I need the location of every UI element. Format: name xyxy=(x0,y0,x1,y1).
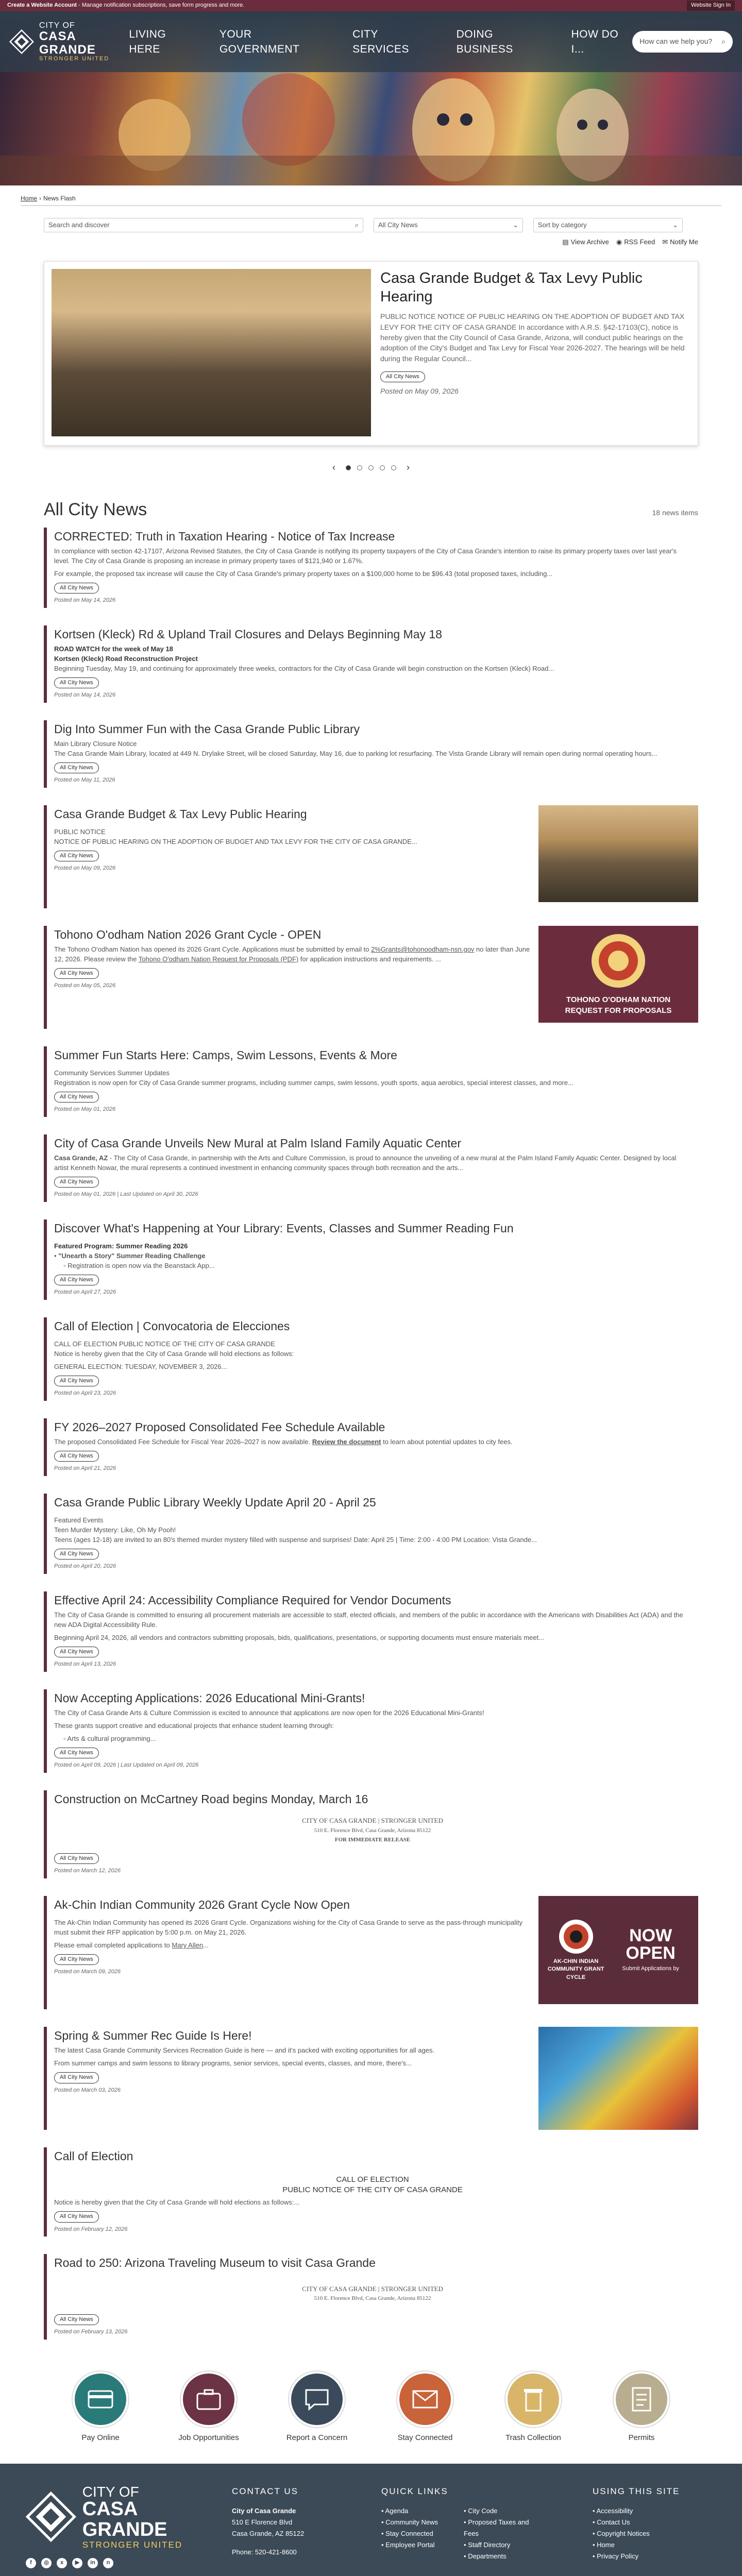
posted-date: Posted on February 13, 2026 xyxy=(54,2329,128,2335)
category-badge[interactable]: All City News xyxy=(54,1376,99,1386)
news-summary: The Tohono O'odham Nation has opened its 2026 Grant Cycle. Applications must be submitted by email to 2%Grants@tohonoodham-nsn.gov no later than June 12, 2026. Please review the Tohono O'odham Nation Request for Proposals (PDF) for application instructions and requirements. ... xyxy=(54,945,530,963)
news-item xyxy=(44,926,698,1029)
email-link[interactable]: 2%Grants@tohonoodham-nsn.gov xyxy=(371,945,475,954)
notify-me-link[interactable]: ✉ Notify Me xyxy=(662,238,698,247)
news-item xyxy=(44,720,698,788)
posted-date: Posted on May 11, 2026 xyxy=(54,777,115,784)
footer-heading: USING THIS SITE xyxy=(593,2486,680,2496)
news-summary: Notice is hereby given that the City of Casa Grande will hold elections as follows: xyxy=(54,1350,294,1358)
sign-in-link[interactable]: Website Sign In xyxy=(687,1,735,10)
quick-link-jobs[interactable]: Job Opportunities xyxy=(173,2371,245,2443)
news-summary: From summer camps and swim lessons to library programs, senior services, special events, classes, and more, there's... xyxy=(54,2059,412,2067)
featured-news-card[interactable] xyxy=(44,261,698,446)
nav-your-government[interactable]: YOUR GOVERNMENT xyxy=(219,28,300,55)
sign-in-area xyxy=(687,1,735,10)
news-list-bullet: • "Unearth a Story" Summer Reading Challenge xyxy=(54,1252,206,1260)
news-item xyxy=(44,1591,698,1672)
nav-city-services[interactable]: CITY SERVICES xyxy=(352,28,409,55)
posted-date: Posted on March 03, 2026 xyxy=(54,2087,121,2093)
news-subheading: Main Library Closure Notice xyxy=(54,740,137,748)
news-subheading: CALL OF ELECTION PUBLIC NOTICE OF THE CITY OF CASA GRANDE xyxy=(54,1340,275,1348)
search-icon[interactable]: ⌕ xyxy=(355,221,359,229)
category-badge[interactable]: All City News xyxy=(54,1177,99,1188)
alert-message[interactable]: Create a Website Account - Manage notification subscriptions, save form progress and more. xyxy=(7,2,245,9)
posted-date: Posted on April 27, 2026 xyxy=(54,1289,116,1296)
category-badge[interactable]: All City News xyxy=(54,762,99,773)
chevron-down-icon: ⌄ xyxy=(672,221,678,229)
tribal-seal-icon xyxy=(590,933,647,989)
news-summary: Beginning April 24, 2026, all vendors and contractors submitting proposals, bids, qualifications, presentations, or supporting documents must ensure materials meet... xyxy=(54,1633,544,1641)
news-item xyxy=(44,1494,698,1574)
posted-date: Posted on February 12, 2026 xyxy=(54,2226,128,2232)
news-thumbnail-image[interactable] xyxy=(538,926,698,1023)
thumbnail-caption: TOHONO O'ODHAM NATION REQUEST FOR PROPOSALS xyxy=(565,995,672,1015)
briefcase-icon xyxy=(181,2371,237,2427)
nav-living-here[interactable]: LIVING HERE xyxy=(129,28,166,55)
news-thumbnail-image[interactable] xyxy=(538,805,698,902)
chevron-down-icon: ⌄ xyxy=(513,221,518,229)
email-link[interactable]: Mary Allen xyxy=(172,1941,204,1950)
view-archive-link[interactable]: ▤ View Archive xyxy=(562,238,609,247)
press-header: CITY OF CASA GRANDE | STRONGER UNITED xyxy=(302,1817,443,1825)
news-search-placeholder: Search and discover xyxy=(48,221,110,229)
linkedin-icon[interactable]: in xyxy=(88,2558,98,2568)
news-item xyxy=(44,528,698,608)
main-nav xyxy=(129,27,632,57)
quick-link-permits[interactable]: Permits xyxy=(605,2371,678,2443)
news-title[interactable]: FY 2026–2027 Proposed Consolidated Fee Schedule Available xyxy=(54,1420,385,1434)
carousel-dot[interactable] xyxy=(380,465,385,470)
footer-logo-line2: CASA GRANDE xyxy=(82,2498,167,2541)
sort-select[interactable] xyxy=(533,218,683,232)
x-icon[interactable]: x xyxy=(57,2558,67,2568)
news-summary: Beginning Tuesday, May 19, and continuing for approximately three weeks, contractors for the City of Casa Grande will begin construction on the Kortsen (Kleck) Road... xyxy=(54,664,554,672)
chevron-right-icon[interactable]: › xyxy=(407,462,410,472)
category-badge[interactable]: All City News xyxy=(54,677,99,688)
site-search-placeholder: How can we help you? xyxy=(639,37,713,46)
news-count: 18 news items xyxy=(652,509,698,517)
archive-icon: ▤ xyxy=(562,238,569,246)
footer-logo[interactable] xyxy=(26,2484,211,2568)
carousel-dot[interactable] xyxy=(346,465,351,470)
footer-quick-links xyxy=(381,2484,572,2568)
news-item xyxy=(44,1046,698,1117)
logo-line2: CASA GRANDE xyxy=(39,29,96,57)
footer-phone[interactable]: Phone: 520-421-8600 xyxy=(232,2548,297,2556)
posted-date: Posted on May 01, 2026 xyxy=(54,1106,116,1113)
news-item xyxy=(44,805,698,908)
posted-date: Posted on March 09, 2026 xyxy=(54,1969,121,1975)
news-summary: These grants support creative and educational projects that enhance student learning through: xyxy=(54,1722,334,1730)
news-subheading: ROAD WATCH for the week of May 18 xyxy=(54,645,173,653)
document-link[interactable]: Review the document xyxy=(312,1438,381,1446)
category-badge[interactable]: All City News xyxy=(54,851,99,861)
category-value: All City News xyxy=(378,221,418,229)
news-title[interactable]: Now Accepting Applications: 2026 Educational Mini-Grants! xyxy=(54,1691,365,1705)
thumbnail-caption: AK-CHIN INDIAN COMMUNITY GRANT CYCLE xyxy=(547,1958,604,1980)
notice-subheading: PUBLIC NOTICE OF THE CITY OF CASA GRANDE xyxy=(282,2185,463,2194)
news-summary: Registration is now open for City of Casa Grande summer programs, including summer camps, swim lessons, youth sports, aqua aerobics, special interest classes, and more... xyxy=(54,1079,574,1087)
news-title[interactable]: Casa Grande Public Library Weekly Update April 20 - April 25 xyxy=(54,1495,376,1509)
news-subheading: PUBLIC NOTICE xyxy=(54,828,106,836)
footer-logo-line1: CITY OF xyxy=(82,2483,139,2500)
featured-category-badge[interactable]: All City News xyxy=(380,371,425,382)
news-thumbnail-image[interactable] xyxy=(538,1896,698,2004)
news-summary: NOTICE OF PUBLIC HEARING ON THE ADOPTION OF BUDGET AND TAX LEVY FOR THE CITY OF CASA GRANDE... xyxy=(54,838,417,846)
featured-landscape-image xyxy=(52,269,371,436)
chevron-left-icon[interactable]: ‹ xyxy=(332,462,335,472)
category-badge[interactable]: All City News xyxy=(54,1451,99,1462)
category-badge[interactable]: All City News xyxy=(54,583,99,594)
news-title[interactable]: City of Casa Grande Unveils New Mural at Palm Island Family Aquatic Center xyxy=(54,1136,461,1150)
carousel-controls xyxy=(0,461,742,474)
trash-can-icon xyxy=(505,2371,561,2427)
rss-feed-link[interactable]: ◉ RSS Feed xyxy=(616,238,655,247)
posted-date: Posted on April 09, 2026 | Last Updated on April 09, 2026 xyxy=(54,1762,199,1769)
news-list-header xyxy=(44,498,698,522)
news-subheading: Kortsen (Kleck) Road Reconstruction Project xyxy=(54,655,198,663)
news-title[interactable]: Call of Election | Convocatoria de Elecciones xyxy=(54,1319,290,1333)
news-summary: The City of Casa Grande Arts & Culture Commission is excited to announce that applications are now open for the 2026 Educational Mini-Grants! xyxy=(54,1709,484,1717)
news-subheading: Featured Events xyxy=(54,1516,104,1524)
category-badge[interactable]: All City News xyxy=(54,1748,99,1758)
posted-date: Posted on May 01, 2026 | Last Updated on April 30, 2026 xyxy=(54,1191,198,1198)
footer-link[interactable]: • Staff Directory xyxy=(464,2541,511,2549)
news-summary: Notice is hereby given that the City of Casa Grande will hold elections as follows:... xyxy=(54,2198,300,2207)
news-item xyxy=(44,2027,698,2130)
news-item xyxy=(44,1219,698,1300)
footer-heading: CONTACT US xyxy=(232,2486,298,2496)
news-item xyxy=(44,625,698,703)
news-item xyxy=(44,1134,698,1202)
footer-link[interactable]: • Accessibility xyxy=(593,2506,633,2515)
quick-links-bar xyxy=(0,2360,742,2464)
category-badge[interactable]: All City News xyxy=(54,1954,99,1965)
footer-link[interactable]: • Community News xyxy=(381,2518,439,2526)
envelope-icon xyxy=(397,2371,453,2427)
posted-date: Posted on April 23, 2026 xyxy=(54,1390,116,1397)
rfp-link[interactable]: Tohono O'odham Nation Request for Proposals (PDF) xyxy=(138,955,299,963)
quick-link-stay-connected[interactable]: Stay Connected xyxy=(389,2371,461,2443)
news-list-title: All City News xyxy=(44,500,147,520)
news-item xyxy=(44,1790,698,1878)
breadcrumb-current: News Flash xyxy=(43,195,76,202)
mail-icon: ✉ xyxy=(662,238,668,246)
footer-site-links xyxy=(593,2484,680,2568)
logo-mark-icon xyxy=(26,2488,76,2545)
logo-mark-icon xyxy=(9,26,34,57)
credit-card-icon xyxy=(73,2371,128,2427)
document-icon xyxy=(614,2371,669,2427)
breadcrumb xyxy=(0,185,742,203)
news-title[interactable]: Effective April 24: Accessibility Compliance Required for Vendor Documents xyxy=(54,1593,451,1607)
top-navigation xyxy=(0,11,742,72)
news-summary: Teen Murder Mystery: Like, Oh My Pooh! xyxy=(54,1526,176,1534)
quick-link-report-concern[interactable]: Report a Concern xyxy=(281,2371,353,2443)
news-thumbnail-image[interactable] xyxy=(538,2027,698,2130)
press-address: 510 E. Florence Blvd, Casa Grande, Arizona 85122 xyxy=(314,1827,431,1834)
news-title[interactable]: Dig Into Summer Fun with the Casa Grande Public Library xyxy=(54,722,360,736)
posted-date: Posted on May 05, 2026 xyxy=(54,982,116,989)
thumbnail-subcaption: Submit Applications by xyxy=(622,1965,679,1972)
featured-posted-date: Posted on May 09, 2026 xyxy=(380,387,459,396)
news-summary: The Casa Grande Main Library, located at 449 N. Drylake Street, will be closed Saturday, May 16, due to parking lot resurfacing. The Vista Grande Library will remain open during normal operating hours... xyxy=(54,750,657,758)
news-title[interactable]: Casa Grande Budget & Tax Levy Public Hearing xyxy=(54,807,307,821)
news-summary: In compliance with section 42-17107, Arizona Revised Statutes, the City of Casa Grande is notifying its property taxpayers of the City of Casa Grande's intention to raise its primary property taxes over last year's level. The City of Casa Grande is proposing an increase in primary property taxes of $121,940 or 1.67%. xyxy=(54,547,677,565)
posted-date: Posted on May 09, 2026 xyxy=(54,865,116,872)
news-title[interactable]: Spring & Summer Rec Guide Is Here! xyxy=(54,2028,252,2042)
news-list-bullet: ◦ Registration is open now via the Beanstack App... xyxy=(63,1262,215,1270)
category-badge[interactable]: All City News xyxy=(54,1092,99,1103)
news-summary: The City of Casa Grande is committed to ensuring all procurement materials are accessible to staff, elected officials, and members of the public in accordance with the Americans with Disabilities Act (ADA) and the new ADA Digital Accessibility Rule. xyxy=(54,1611,683,1629)
site-search-input[interactable] xyxy=(632,31,733,53)
nextdoor-icon[interactable]: n xyxy=(103,2558,113,2568)
social-links xyxy=(26,2558,211,2568)
footer-link[interactable]: • Agenda xyxy=(381,2506,409,2515)
breadcrumb-home[interactable]: Home xyxy=(21,195,38,202)
tribal-seal-icon xyxy=(558,1919,594,1955)
site-footer xyxy=(0,2464,742,2576)
category-badge[interactable]: All City News xyxy=(54,2072,99,2083)
category-badge[interactable]: All City News xyxy=(54,2211,99,2222)
category-badge[interactable]: All City News xyxy=(54,968,99,979)
carousel-dot[interactable] xyxy=(391,465,396,470)
rss-icon: ◉ xyxy=(616,238,622,246)
news-summary: Please email completed applications to Mary Allen... xyxy=(54,1941,209,1950)
news-item xyxy=(44,2147,698,2236)
news-summary: For example, the proposed tax increase will cause the City of Casa Grande's primary property taxes on a $100,000 home to be $96.43 (total proposed taxes, including... xyxy=(54,570,553,578)
category-badge[interactable]: All City News xyxy=(54,1853,99,1864)
logo-line3: STRONGER UNITED xyxy=(39,55,110,62)
posted-date: Posted on March 12, 2026 xyxy=(54,1868,121,1874)
footer-contact: CONTACT US City of Casa Grande 510 E Florence Blvd Casa Grande, AZ 85122 Phone: 520-421-8600 xyxy=(232,2484,361,2568)
news-item xyxy=(44,1317,698,1401)
posted-date: Posted on April 13, 2026 xyxy=(54,1661,116,1668)
news-title[interactable]: Summer Fun Starts Here: Camps, Swim Lessons, Events & More xyxy=(54,1048,397,1062)
news-search-input[interactable] xyxy=(44,218,363,232)
instagram-icon[interactable]: ◎ xyxy=(41,2558,52,2568)
sort-value: Sort by category xyxy=(538,221,587,229)
footer-heading: QUICK LINKS xyxy=(381,2486,448,2496)
category-badge[interactable]: All City News xyxy=(54,1275,99,1285)
nav-how-do-i[interactable]: HOW DO I... xyxy=(571,28,619,55)
youtube-icon[interactable]: ▶ xyxy=(72,2558,82,2568)
news-subheading: Community Services Summer Updates xyxy=(54,1069,170,1077)
news-title[interactable]: Ak-Chin Indian Community 2026 Grant Cycle Now Open xyxy=(54,1897,350,1911)
featured-summary: PUBLIC NOTICE NOTICE OF PUBLIC HEARING ON THE ADOPTION OF BUDGET AND TAX LEVY FOR THE CITY OF CASA GRANDE In accordance with A.R.S. §42-17103(C), notice is hereby given that the City Council of Casa Grande, Arizona, will conduct public hearings on the adoption of the City's Budget and Tax Levy for Fiscal Year 2026-2027. The hearings will be held during the Regular Council... xyxy=(380,312,685,363)
news-tools xyxy=(0,232,742,247)
footer-link[interactable]: • Contact Us xyxy=(593,2518,630,2526)
news-summary: Casa Grande, AZ - The City of Casa Grande, in partnership with the Arts and Culture Commission, is proud to announce the unveiling of a new mural at the Palm Island Family Aquatic Center. Designed by local artist Kenneth Nowar, the mural represents a continued investment in enhancing community spaces through both recreation and the arts... xyxy=(54,1154,677,1172)
footer-link[interactable]: • City Code xyxy=(464,2506,498,2515)
thumbnail-headline: NOW OPEN xyxy=(626,1926,676,1963)
notice-heading: CALL OF ELECTION xyxy=(336,2175,409,2184)
chat-bubble-icon xyxy=(289,2371,345,2427)
posted-date: Posted on April 21, 2026 xyxy=(54,1465,116,1472)
news-summary: GENERAL ELECTION: TUESDAY, NOVEMBER 3, 2026... xyxy=(54,1362,227,1370)
footer-logo-line3: STRONGER UNITED xyxy=(82,2540,183,2550)
quick-link-trash[interactable]: Trash Collection xyxy=(497,2371,569,2443)
press-release-label: FOR IMMEDIATE RELEASE xyxy=(334,1836,411,1843)
news-item xyxy=(44,1689,698,1773)
footer-link[interactable]: • Employee Portal xyxy=(381,2541,435,2549)
news-list xyxy=(44,528,698,2340)
footer-link[interactable]: • Proposed Taxes and Fees xyxy=(464,2518,529,2537)
search-icon[interactable]: ⌕ xyxy=(721,37,726,46)
category-badge[interactable]: All City News xyxy=(54,1549,99,1560)
news-title[interactable]: Road to 250: Arizona Traveling Museum to visit Casa Grande xyxy=(54,2256,376,2270)
nav-doing-business[interactable]: DOING BUSINESS xyxy=(456,28,513,55)
news-item xyxy=(44,1418,698,1476)
breadcrumb-separator: › xyxy=(39,195,42,202)
news-item xyxy=(44,2254,698,2340)
logo-line1: CITY OF xyxy=(39,21,75,30)
featured-title[interactable]: Casa Grande Budget & Tax Levy Public Hearing xyxy=(380,269,643,306)
news-title[interactable]: Kortsen (Kleck) Rd & Upland Trail Closures and Delays Beginning May 18 xyxy=(54,627,442,641)
news-list-bullet: ◦ Arts & cultural programming... xyxy=(63,1734,156,1742)
news-title[interactable]: Construction on McCartney Road begins Monday, March 16 xyxy=(54,1792,368,1806)
press-header: CITY OF CASA GRANDE | STRONGER UNITED xyxy=(302,2284,443,2293)
news-title[interactable]: Tohono O'odham Nation 2026 Grant Cycle - OPEN xyxy=(54,927,322,941)
category-badge[interactable]: All City News xyxy=(54,1647,99,1657)
news-title[interactable]: Call of Election xyxy=(54,2149,133,2163)
footer-link[interactable]: • Privacy Policy xyxy=(593,2552,639,2561)
news-summary: Teens (ages 12-18) are invited to an 80's themed murder mystery filled with suspense and surprises! Date: April 25 | Time: 2:00 - 4:00 PM Location: Vista Grande... xyxy=(54,1536,537,1544)
carousel-dot[interactable] xyxy=(357,465,362,470)
site-logo[interactable] xyxy=(9,22,116,62)
footer-link[interactable]: • Home xyxy=(593,2541,615,2549)
news-summary: The latest Casa Grande Community Services Recreation Guide is here — and it's packed with exciting opportunities for all ages. xyxy=(54,2046,435,2055)
posted-date: Posted on April 20, 2026 xyxy=(54,1563,116,1570)
news-title[interactable]: CORRECTED: Truth in Taxation Hearing - Notice of Tax Increase xyxy=(54,529,395,543)
footer-link[interactable]: • Stay Connected xyxy=(381,2529,433,2537)
news-item xyxy=(44,1896,698,2009)
news-subheading: Featured Program: Summer Reading 2026 xyxy=(54,1242,188,1250)
carousel-dot[interactable] xyxy=(368,465,374,470)
posted-date: Posted on May 14, 2026 xyxy=(54,692,116,699)
facebook-icon[interactable]: f xyxy=(26,2558,36,2568)
footer-link[interactable]: • Departments xyxy=(464,2552,507,2561)
alert-bar xyxy=(0,0,742,11)
category-select[interactable] xyxy=(374,218,523,232)
quick-link-pay-online[interactable]: Pay Online xyxy=(64,2371,137,2443)
news-summary: The Ak-Chin Indian Community has opened its 2026 Grant Cycle. Organizations wishing for the City of Casa Grande to serve as the pass-through municipality must submit their RFP application by 5:00 p.m. on May 21, 2026. xyxy=(54,1919,523,1937)
press-address: 510 E. Florence Blvd, Casa Grande, Arizona 85122 xyxy=(314,2295,431,2302)
news-title[interactable]: Discover What's Happening at Your Library: Events, Classes and Summer Reading Fun xyxy=(54,1221,514,1235)
footer-link[interactable]: • Copyright Notices xyxy=(593,2529,650,2537)
posted-date: Posted on May 14, 2026 xyxy=(54,597,116,604)
news-summary: The proposed Consolidated Fee Schedule for Fiscal Year 2026–2027 is now available. Review the document to learn about potential updates to city fees. xyxy=(54,1438,513,1446)
hero-banner xyxy=(0,11,742,185)
category-badge[interactable]: All City News xyxy=(54,2314,99,2325)
news-filters xyxy=(0,206,742,232)
